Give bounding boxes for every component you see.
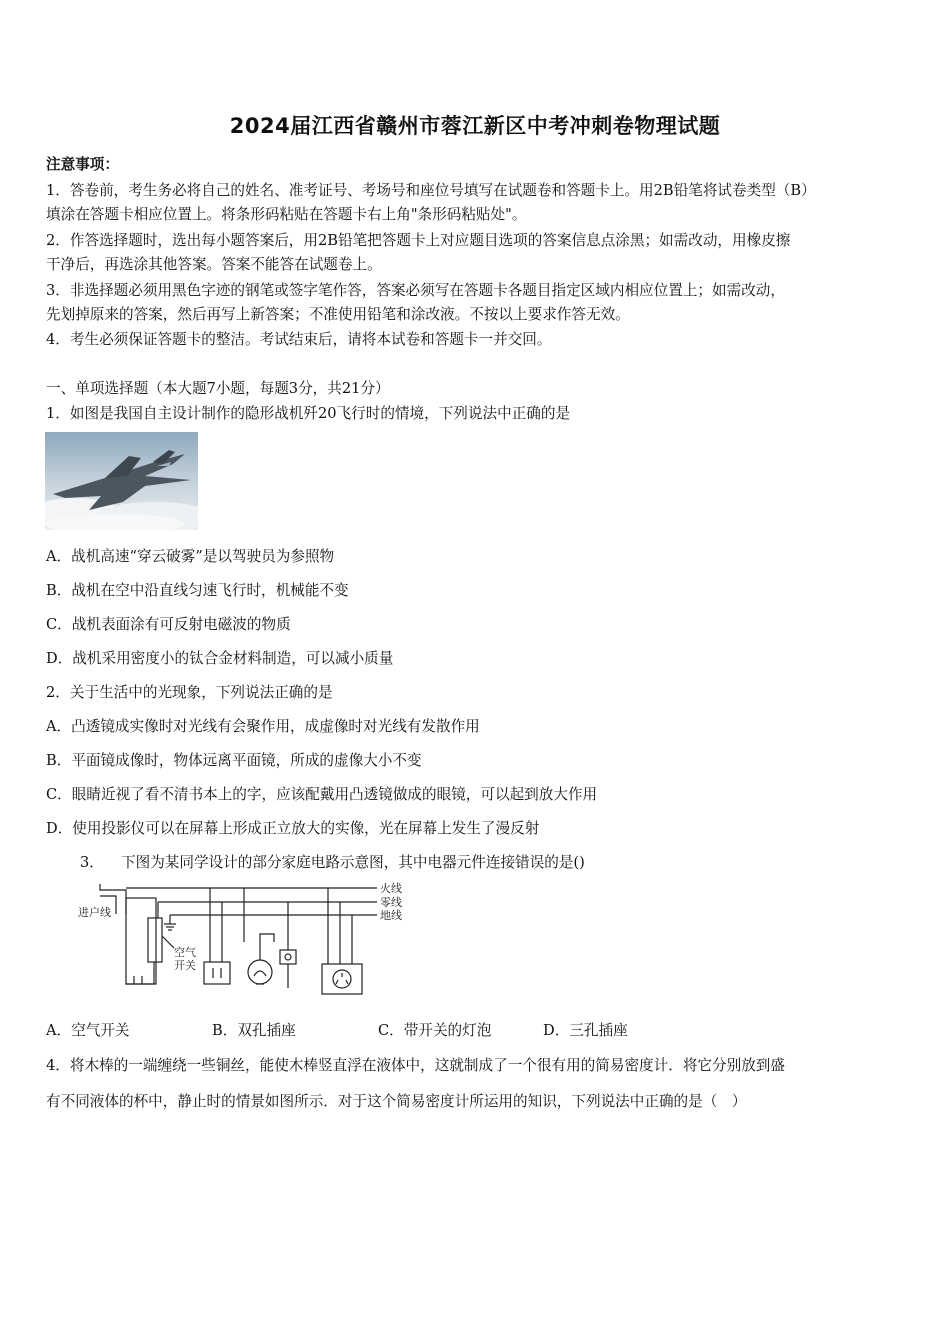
question-4-stem: 有不同液体的杯中，静止时的情景如图所示．对于这个简易密度计所运用的知识，下列说法中正确的是（ ） [46,1093,747,1110]
notice-line: 4．考生必须保证答题卡的整洁。考试结束后，请将本试卷和答题卡一并交回。 [46,331,552,348]
notice-heading: 注意事项： [46,156,119,173]
question-2-option: C．眼睛近视了看不清书本上的字，应该配戴用凸透镜做成的眼镜，可以起到放大作用 [46,786,598,803]
notice-line: 1．答卷前，考生务必将自己的姓名、准考证号、考场号和座位号填写在试题卷和答题卡上。用2B铅笔将试卷类型（B） [46,182,816,199]
question-3-option: C．带开关的灯泡 [378,1022,492,1039]
neutral-wire-label: 零线 [380,896,402,909]
notice-line: 3．非选择题必须用黑色字迹的钢笔或签字笔作答，答案必须写在答题卡各题目指定区域内相应位置上；如需改动， [46,282,785,299]
question-1-option: A．战机高速“穿云破雾”是以驾驶员为参照物 [46,548,335,565]
inlet-wire-label: 进户线 [78,906,111,919]
question-1-option: B．战机在空中沿直线匀速飞行时，机械能不变 [46,582,349,599]
question-2-option: A．凸透镜成实像时对光线有会聚作用，成虚像时对光线有发散作用 [46,718,480,735]
notice-line: 干净后，再选涂其他答案。答案不能答在试题卷上。 [46,256,382,273]
live-wire-label: 火线 [380,882,402,895]
question-3-stem: 下图为某同学设计的部分家庭电路示意图，其中电器元件连接错误的是() [121,854,585,871]
breaker-label-line2: 开关 [174,959,196,972]
notice-line: 填涂在答题卡相应位置上。将条形码粘贴在答题卡右上角"条形码粘贴处"。 [46,206,527,223]
notice-line: 2．作答选择题时，选出每小题答案后，用2B铅笔把答题卡上对应题目选项的答案信息点涂黑；如需改动，用橡皮擦 [46,232,791,249]
question-1-option: D．战机采用密度小的钛合金材料制造，可以减小质量 [46,650,394,667]
ground-wire-label: 地线 [380,909,402,922]
breaker-label-line1: 空气 [174,946,196,959]
question-3-option: D．三孔插座 [543,1022,628,1039]
section-heading: 一、单项选择题（本大题7小题，每题3分，共21分） [46,380,390,397]
question-1-option: C．战机表面涂有可反射电磁波的物质 [46,616,291,633]
exam-title: 2024届江西省赣州市蓉江新区中考冲刺卷物理试题 [229,114,721,138]
notice-line: 先划掉原来的答案，然后再写上新答案；不准使用铅笔和涂改液。不按以上要求作答无效。 [46,306,630,323]
question-3-option: A．空气开关 [46,1022,130,1039]
question-3-number: 3． [80,854,104,871]
fighter-jet-image [45,432,198,530]
question-3-option: B．双孔插座 [212,1022,296,1039]
question-2-option: D．使用投影仪可以在屏幕上形成正立放大的实像，光在屏幕上发生了漫反射 [46,820,540,837]
question-2-option: B．平面镜成像时，物体远离平面镜，所成的虚像大小不变 [46,752,422,769]
question-1-stem: 1．如图是我国自主设计制作的隐形战机歼20飞行时的情境，下列说法中正确的是 [46,405,571,422]
circuit-diagram [74,880,414,1000]
question-4-stem: 4．将木棒的一端缠绕一些铜丝，能使木棒竖直浮在液体中，这就制成了一个很有用的简易密度计．将它分别放到盛 [46,1057,785,1074]
question-2-stem: 2．关于生活中的光现象，下列说法正确的是 [46,684,333,701]
